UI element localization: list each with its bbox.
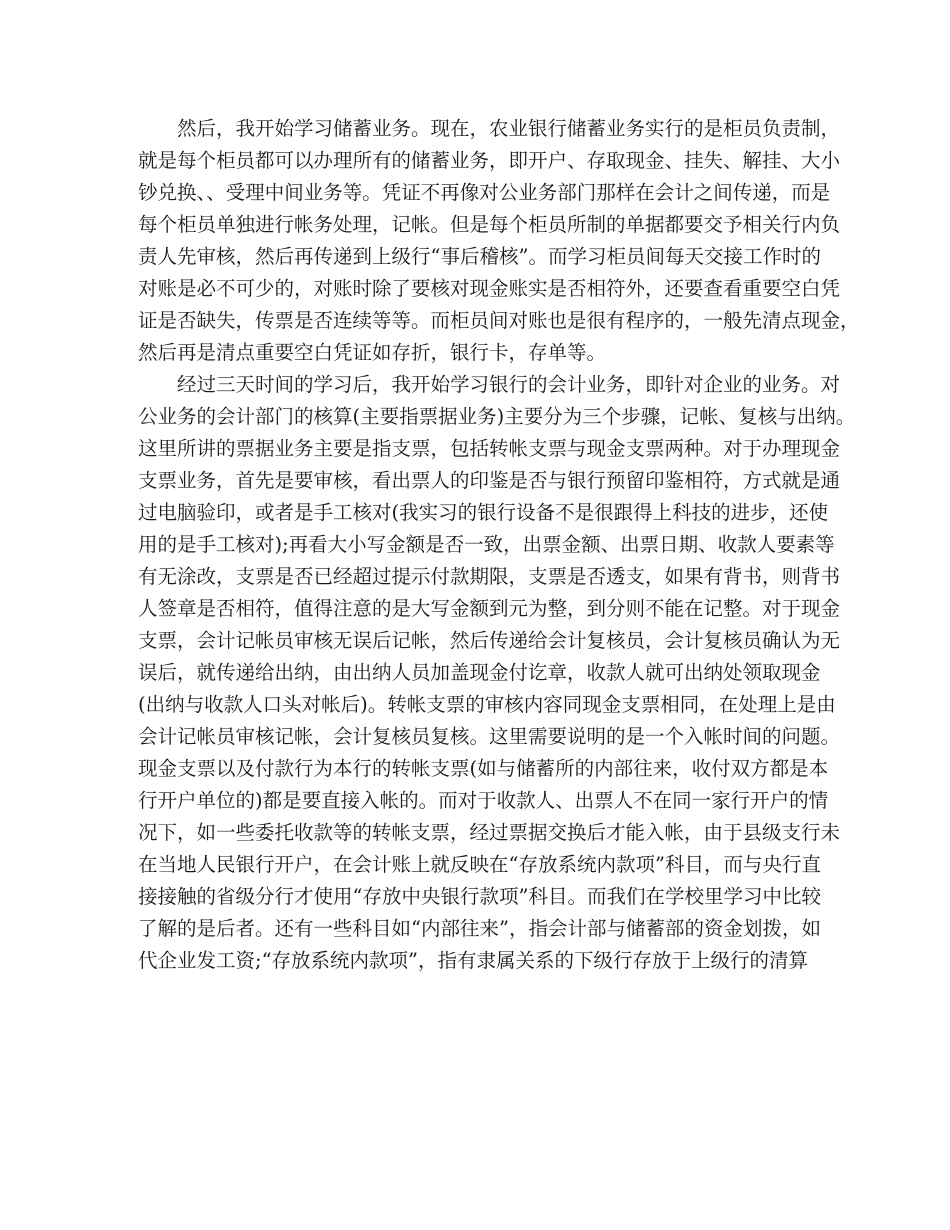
text-line: 然后，我开始学习储蓄业务。现在，农业银行储蓄业务实行的是柜员负责制， — [177, 117, 841, 140]
text-line: 会计记帐员审核记帐，会计复核员复核。这里需要说明的是一个入帐时间的问题。 — [138, 725, 841, 748]
paragraph-savings-business — [138, 113, 860, 369]
text-line: 经过三天时间的学习后，我开始学习银行的会计业务，即针对企业的业务。对 — [177, 373, 841, 396]
text-line: 况下，如一些委托收款等的转帐支票，经过票据交换后才能入帐，由于县级支行未 — [138, 821, 841, 844]
text-line: 证是否缺失，传票是否连续等等。而柜员间对账也是很有程序的，一般先清点现金， — [138, 309, 860, 332]
text-line: 然后再是清点重要空白凭证如存折，银行卡，存单等。 — [138, 341, 607, 364]
text-line: (出纳与收款人口头对帐后)。转帐支票的审核内容同现金支票相同，在处理上是由 — [138, 693, 836, 716]
text-line: 有无涂改，支票是否已经超过提示付款期限，支票是否透支，如果有背书，则背书 — [138, 565, 841, 588]
text-line: 接接触的省级分行才使用“存放中央银行款项”科目。而我们在学校里学习中比较 — [138, 885, 821, 908]
text-line: 过电脑验印，或者是手工核对(我实习的银行设备不是很跟得上科技的进步，还使 — [138, 501, 829, 524]
text-line: 钞兑换、、受理中间业务等。凭证不再像对公业务部门那样在会计之间传递，而是 — [138, 181, 831, 204]
text-line: 人签章是否相符，值得注意的是大写金额到元为整，到分则不能在记整。对于现金 — [138, 597, 841, 620]
text-line: 误后，就传递给出纳，由出纳人员加盖现金付讫章，收款人就可出纳处领取现金 — [138, 661, 821, 684]
document-body — [138, 113, 860, 977]
text-line: 责人先审核，然后再传递到上级行“事后稽核”。而学习柜员间每天交接工作时的 — [138, 245, 821, 268]
text-line: 代企业发工资;“存放系统内款项”，指有隶属关系的下级行存放于上级行的清算 — [138, 949, 809, 972]
text-line: 行开户单位的)都是要直接入帐的。而对于收款人、出票人不在同一家行开户的情 — [138, 789, 829, 812]
text-line: 公业务的会计部门的核算(主要指票据业务)主要分为三个步骤，记帐、复核与出纳。 — [138, 405, 856, 428]
paragraph-accounting-business — [138, 369, 856, 977]
text-line: 用的是手工核对);再看大小写金额是否一致，出票金额、出票日期、收款人要素等 — [138, 533, 835, 556]
text-line: 在当地人民银行开户，在会计账上就反映在“存放系统内款项”科目，而与央行直 — [138, 853, 821, 876]
text-line: 就是每个柜员都可以办理所有的储蓄业务，即开户、存取现金、挂失、解挂、大小 — [138, 149, 841, 172]
text-line: 支票业务，首先是要审核，看出票人的印鉴是否与银行预留印鉴相符，方式就是通 — [138, 469, 841, 492]
text-line: 这里所讲的票据业务主要是指支票，包括转帐支票与现金支票两种。对于办理现金 — [138, 437, 841, 460]
text-line: 对账是必不可少的，对账时除了要核对现金账实是否相符外，还要查看重要空白凭 — [138, 277, 841, 300]
text-line: 现金支票以及付款行为本行的转帐支票(如与储蓄所的内部往来，收付双方都是本 — [138, 757, 829, 780]
text-line: 每个柜员单独进行帐务处理，记帐。但是每个柜员所制的单据都要交予相关行内负 — [138, 213, 841, 236]
text-line: 支票，会计记帐员审核无误后记帐，然后传递给会计复核员，会计复核员确认为无 — [138, 629, 841, 652]
text-line: 了解的是后者。还有一些科目如“内部往来”，指会计部与储蓄部的资金划拨，如 — [138, 917, 821, 940]
